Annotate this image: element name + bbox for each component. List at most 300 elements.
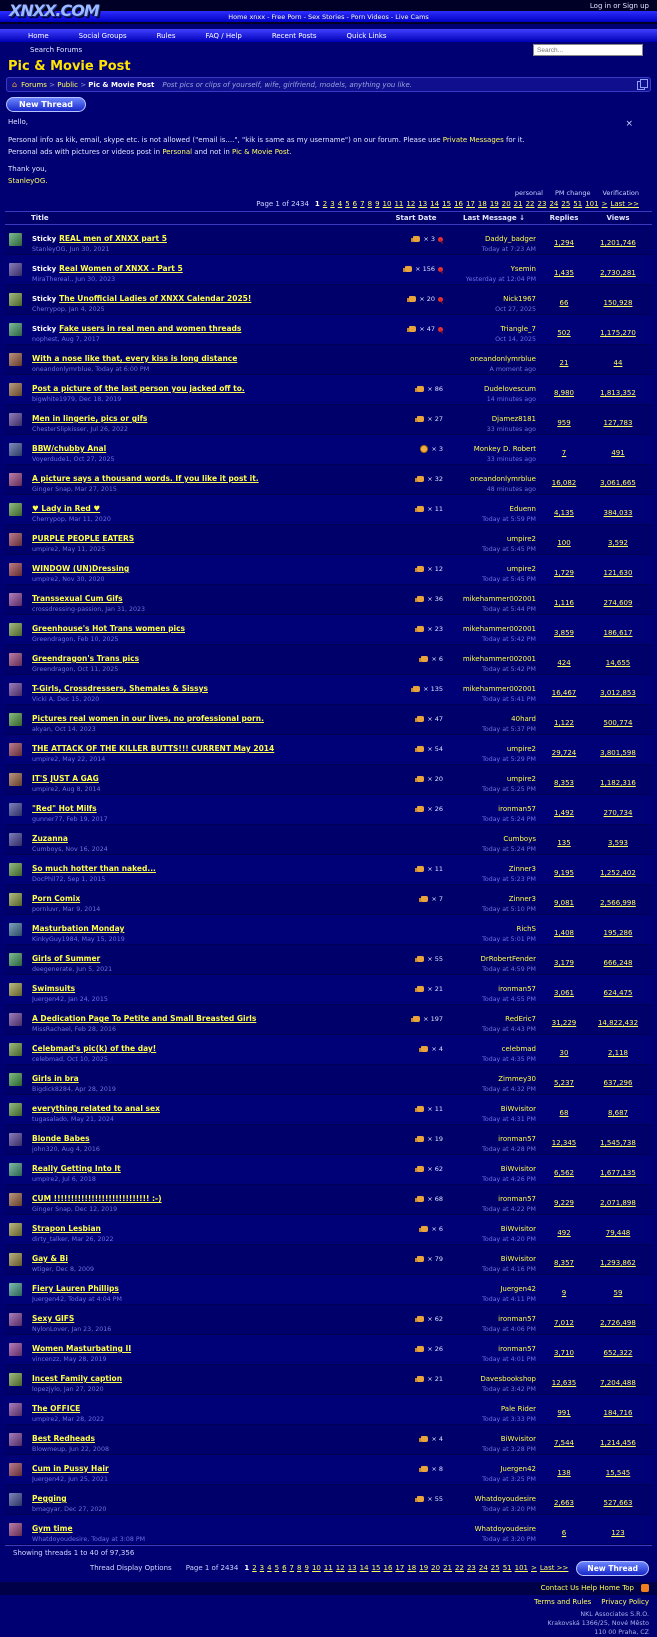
breadcrumb-link[interactable]: Public <box>57 80 78 89</box>
pagination-page-link[interactable]: 2 <box>322 199 328 208</box>
pagination-page-link[interactable]: 24 <box>478 1564 488 1573</box>
replies-count[interactable]: 959 <box>557 418 571 427</box>
nav-item-social-groups[interactable]: Social Groups <box>78 31 127 40</box>
replies-count[interactable]: 1,294 <box>553 238 575 247</box>
legal-link[interactable]: Privacy Policy <box>601 1597 649 1606</box>
last-message-user[interactable]: BiWvisitor <box>500 1164 536 1173</box>
pagination-page-link[interactable]: 9 <box>375 199 380 208</box>
thread-title-link[interactable]: Men in lingerie, pics or gifs <box>32 413 148 423</box>
thread-title-link[interactable]: Incest Family caption <box>32 1373 123 1383</box>
replies-count[interactable]: 31,229 <box>551 1018 577 1027</box>
avatar[interactable] <box>9 1283 22 1296</box>
thread-title-link[interactable]: Celebmad's pic(k) of the day! <box>32 1043 157 1053</box>
thread-title-link[interactable]: IT'S JUST A GAG <box>32 773 99 783</box>
views-count[interactable]: 2,071,898 <box>600 1198 636 1207</box>
avatar[interactable] <box>9 1193 22 1206</box>
avatar[interactable] <box>9 953 22 966</box>
views-count[interactable]: 624,475 <box>603 988 633 997</box>
replies-count[interactable]: 68 <box>559 1108 569 1117</box>
nav-item-recent-posts[interactable]: Recent Posts <box>271 31 317 40</box>
thread-title-link[interactable]: Best Redheads <box>32 1433 96 1443</box>
replies-count[interactable]: 16,082 <box>551 478 577 487</box>
last-message-user[interactable]: BiWvisitor <box>500 1254 536 1263</box>
pagination-page-link[interactable]: 15 <box>442 199 452 208</box>
replies-count[interactable]: 5,237 <box>553 1078 575 1087</box>
last-message-user[interactable]: Nick1967 <box>503 294 536 303</box>
last-message-user[interactable]: BiWvisitor <box>500 1224 536 1233</box>
views-count[interactable]: 195,286 <box>603 928 633 937</box>
avatar[interactable] <box>9 623 22 636</box>
views-count[interactable]: 1,545,738 <box>600 1138 636 1147</box>
pagination-page-link[interactable]: 18 <box>477 199 487 208</box>
pagination-page-link[interactable]: 2 <box>252 1564 257 1573</box>
nav-item-quick-links[interactable]: Quick Links <box>346 31 387 40</box>
views-count[interactable]: 59 <box>613 1288 623 1297</box>
replies-count[interactable]: 29,724 <box>551 748 577 757</box>
pagination-page-link[interactable]: 16 <box>383 1564 393 1573</box>
avatar[interactable] <box>9 1313 22 1326</box>
pagination-next-link[interactable]: > <box>531 1564 537 1573</box>
replies-count[interactable]: 66 <box>559 298 569 307</box>
pagination-page-link[interactable]: 19 <box>419 1564 429 1573</box>
last-message-user[interactable]: Dudelovescum <box>483 384 536 393</box>
thread-title-link[interactable]: Women Masturbating II <box>32 1343 132 1353</box>
column-views[interactable]: Views <box>606 213 630 222</box>
replies-count[interactable]: 7 <box>561 448 567 457</box>
last-message-user[interactable]: mikehammer002001 <box>462 654 536 663</box>
avatar[interactable] <box>9 683 22 696</box>
rss-icon[interactable] <box>641 1584 649 1592</box>
avatar[interactable] <box>9 263 22 276</box>
views-count[interactable]: 8,687 <box>607 1108 629 1117</box>
last-message-user[interactable]: celebmad <box>501 1044 536 1053</box>
thread-title-link[interactable]: Gay & Bi <box>32 1253 68 1263</box>
moderator-signature-link[interactable]: StanleyOG. <box>8 177 48 186</box>
pagination-page-link[interactable]: 6 <box>352 199 358 208</box>
views-count[interactable]: 1,677,135 <box>600 1168 636 1177</box>
pagination-page-link[interactable]: 101 <box>514 1564 528 1573</box>
pagination-page-link[interactable]: 101 <box>585 199 599 208</box>
replies-count[interactable]: 16,467 <box>551 688 577 697</box>
last-message-user[interactable]: Eduenn <box>509 504 536 513</box>
thread-title-link[interactable]: So much hotter than naked... <box>32 863 156 873</box>
views-count[interactable]: 150,928 <box>603 298 633 307</box>
thread-title-link[interactable]: A Dedication Page To Petite and Small Breasted Girls <box>32 1013 257 1023</box>
avatar[interactable] <box>9 563 22 576</box>
avatar[interactable] <box>9 293 22 306</box>
pagination-page-link[interactable]: 24 <box>549 199 559 208</box>
last-message-user[interactable]: umpire2 <box>506 744 536 753</box>
replies-count[interactable]: 1,116 <box>553 598 575 607</box>
last-message-user[interactable]: Davesbookshop <box>480 1374 536 1383</box>
replies-count[interactable]: 502 <box>557 328 571 337</box>
views-count[interactable]: 15,545 <box>605 1468 631 1477</box>
thread-title-link[interactable]: ♥ Lady in Red ♥ <box>32 503 101 513</box>
pagination-page-link[interactable]: 14 <box>359 1564 369 1573</box>
pagination-page-link[interactable]: 4 <box>337 199 343 208</box>
pagination-page-link[interactable]: 14 <box>430 199 440 208</box>
pagination-page-link[interactable]: 5 <box>345 199 350 208</box>
avatar[interactable] <box>9 983 22 996</box>
avatar[interactable] <box>9 1013 22 1026</box>
views-count[interactable]: 1,252,402 <box>600 868 636 877</box>
thread-title-link[interactable]: The OFFICE <box>32 1403 81 1413</box>
views-count[interactable]: 3,592 <box>607 538 629 547</box>
pagination-page-link[interactable]: 11 <box>323 1564 333 1573</box>
views-count[interactable]: 2,566,998 <box>600 898 636 907</box>
pagination-page-link[interactable]: 25 <box>561 199 571 208</box>
replies-count[interactable]: 9,195 <box>553 868 575 877</box>
legal-link[interactable]: Terms and Rules <box>534 1597 592 1606</box>
last-message-user[interactable]: RedEric7 <box>505 1014 536 1023</box>
avatar[interactable] <box>9 1523 22 1536</box>
toolbar-link[interactable]: Verification <box>602 188 639 197</box>
last-message-user[interactable]: 40hard <box>511 714 536 723</box>
avatar[interactable] <box>9 1223 22 1236</box>
views-count[interactable]: 14,822,432 <box>597 1018 639 1027</box>
replies-count[interactable]: 6 <box>561 1528 567 1537</box>
top-link[interactable]: Live Cams <box>395 12 429 21</box>
new-thread-button-bottom[interactable]: New Thread <box>576 1561 649 1576</box>
views-count[interactable]: 3,061,665 <box>600 478 636 487</box>
avatar[interactable] <box>9 503 22 516</box>
thread-title-link[interactable]: Sexy GIFS <box>32 1313 75 1323</box>
last-message-user[interactable]: mikehammer002001 <box>462 594 536 603</box>
avatar[interactable] <box>9 713 22 726</box>
thread-title-link[interactable]: Cum in Pussy Hair <box>32 1463 109 1473</box>
pages-icon[interactable] <box>637 81 645 90</box>
views-count[interactable]: 123 <box>611 1528 625 1537</box>
pagination-page-link[interactable]: 13 <box>347 1564 357 1573</box>
views-count[interactable]: 384,033 <box>603 508 633 517</box>
thread-title-link[interactable]: Blonde Babes <box>32 1133 90 1143</box>
avatar[interactable] <box>9 803 22 816</box>
thread-title-link[interactable]: Swimsuits <box>32 983 76 993</box>
pagination-page-link[interactable]: 22 <box>455 1564 464 1573</box>
footer-link[interactable]: Help <box>581 1584 598 1593</box>
column-replies[interactable]: Replies <box>549 213 579 222</box>
views-count[interactable]: 1,813,352 <box>600 388 636 397</box>
replies-count[interactable]: 2,663 <box>553 1498 575 1507</box>
avatar[interactable] <box>9 1373 22 1386</box>
pagination-page-link[interactable]: 17 <box>395 1564 405 1573</box>
pic-movie-post-link[interactable]: Pic & Movie Post <box>232 147 290 156</box>
last-message-user[interactable]: BiWvisitor <box>500 1434 536 1443</box>
pagination-page-link[interactable]: 51 <box>502 1564 512 1573</box>
avatar[interactable] <box>9 233 22 246</box>
pagination-page-link[interactable]: 8 <box>367 199 373 208</box>
avatar[interactable] <box>9 1463 22 1476</box>
last-message-user[interactable]: mikehammer002001 <box>462 684 536 693</box>
last-message-user[interactable]: mikehammer002001 <box>462 624 536 633</box>
toolbar-link[interactable]: personal <box>514 188 543 197</box>
site-logo[interactable]: XNXX.COM <box>9 1 99 20</box>
replies-count[interactable]: 8,353 <box>553 778 575 787</box>
avatar[interactable] <box>9 593 22 606</box>
pagination-page-link[interactable]: 6 <box>282 1564 287 1573</box>
thread-title-link[interactable]: Girls of Summer <box>32 953 101 963</box>
pagination-page-link[interactable]: 18 <box>407 1564 417 1573</box>
pagination-page-link[interactable]: 23 <box>466 1564 476 1573</box>
views-count[interactable]: 1,175,270 <box>600 328 636 337</box>
thread-title-link[interactable]: Really Getting Into It <box>32 1163 121 1173</box>
thread-title-link[interactable]: BBW/chubby Anal <box>32 443 107 453</box>
last-message-user[interactable]: DrRobertFender <box>480 954 536 963</box>
pagination-page-link[interactable]: 19 <box>489 199 499 208</box>
pagination-page-link[interactable]: 10 <box>311 1564 321 1573</box>
thread-title-link[interactable]: The Unofficial Ladies of XNXX Calendar 2025! <box>59 293 252 303</box>
thread-title-link[interactable]: Masturbation Monday <box>32 923 125 933</box>
avatar[interactable] <box>9 1253 22 1266</box>
avatar[interactable] <box>9 1103 22 1116</box>
last-message-user[interactable]: ironman57 <box>498 1344 536 1353</box>
avatar[interactable] <box>9 743 22 756</box>
pagination-last-link[interactable]: Last >> <box>610 199 639 208</box>
last-message-user[interactable]: Djamez8181 <box>491 414 536 423</box>
pagination-page-link[interactable]: 16 <box>454 199 463 208</box>
pagination-page-link[interactable]: 23 <box>537 199 547 208</box>
views-count[interactable]: 121,630 <box>603 568 633 577</box>
avatar[interactable] <box>9 533 22 546</box>
views-count[interactable]: 652,322 <box>603 1348 633 1357</box>
replies-count[interactable]: 135 <box>557 838 571 847</box>
replies-count[interactable]: 8,980 <box>553 388 575 397</box>
avatar[interactable] <box>9 923 22 936</box>
views-count[interactable]: 3,593 <box>607 838 629 847</box>
nav-item-rules[interactable]: Rules <box>156 31 176 40</box>
thread-title-link[interactable]: Girls in bra <box>32 1073 79 1083</box>
replies-count[interactable]: 12,635 <box>551 1378 577 1387</box>
pagination-page-link[interactable]: 51 <box>573 199 583 208</box>
thread-title-link[interactable]: With a nose like that, every kiss is long distance <box>32 353 238 363</box>
nav-item-faq-help[interactable]: FAQ / Help <box>205 31 242 40</box>
pagination-page-link[interactable]: 17 <box>465 199 475 208</box>
views-count[interactable]: 184,716 <box>603 1408 633 1417</box>
replies-count[interactable]: 3,859 <box>553 628 575 637</box>
thread-title-link[interactable]: CUM !!!!!!!!!!!!!!!!!!!!!!!!!!!! :-) <box>32 1193 162 1203</box>
pagination-page-link[interactable]: 10 <box>382 199 392 208</box>
thread-title-link[interactable]: Post a picture of the last person you jacked off to. <box>32 383 245 393</box>
top-link[interactable]: Home xnxx <box>228 12 266 21</box>
views-count[interactable]: 637,296 <box>603 1078 633 1087</box>
avatar[interactable] <box>9 1493 22 1506</box>
last-message-user[interactable]: umpire2 <box>506 774 536 783</box>
pagination-page-link[interactable]: 7 <box>289 1564 295 1573</box>
nav-item-home[interactable]: Home <box>28 31 49 40</box>
close-icon[interactable]: × <box>625 119 633 129</box>
private-messages-link[interactable]: Private Messages <box>442 135 504 144</box>
pagination-page-link[interactable]: 5 <box>274 1564 280 1573</box>
pagination-next-link[interactable]: > <box>601 199 608 208</box>
replies-count[interactable]: 21 <box>559 358 569 367</box>
search-input[interactable] <box>533 44 643 56</box>
replies-count[interactable]: 492 <box>557 1228 571 1237</box>
views-count[interactable]: 491 <box>611 448 625 457</box>
pagination-page-link[interactable]: 13 <box>418 199 428 208</box>
last-message-user[interactable]: Zimmey30 <box>498 1074 536 1083</box>
top-link[interactable]: Porn Videos <box>350 12 389 21</box>
replies-count[interactable]: 3,061 <box>553 988 575 997</box>
avatar[interactable] <box>9 323 22 336</box>
pagination-page-link[interactable]: 11 <box>394 199 404 208</box>
pagination-page-link[interactable]: 15 <box>371 1564 381 1573</box>
thread-title-link[interactable]: Porn Comix <box>32 893 81 903</box>
replies-count[interactable]: 1,122 <box>553 718 575 727</box>
thread-title-link[interactable]: A picture says a thousand words. If you like it post it. <box>32 473 259 483</box>
replies-count[interactable]: 9 <box>561 1288 567 1297</box>
thread-title-link[interactable]: "Red" Hot Milfs <box>32 803 97 813</box>
views-count[interactable]: 3,801,598 <box>600 748 636 757</box>
pagination-page-link[interactable]: 25 <box>490 1564 500 1573</box>
avatar[interactable] <box>9 1433 22 1446</box>
pagination-page-link[interactable]: 12 <box>335 1564 345 1573</box>
footer-link[interactable]: Top <box>622 1584 634 1593</box>
pagination-page-link[interactable]: 4 <box>267 1564 272 1573</box>
replies-count[interactable]: 100 <box>557 538 571 547</box>
avatar[interactable] <box>9 473 22 486</box>
replies-count[interactable]: 1,729 <box>553 568 575 577</box>
thread-title-link[interactable]: Greendragon's Trans pics <box>32 653 140 663</box>
last-message-user[interactable]: Daddy_badger <box>484 234 536 243</box>
last-message-user[interactable]: BiWvisitor <box>500 1104 536 1113</box>
footer-link[interactable]: Home <box>599 1584 620 1593</box>
thread-title-link[interactable]: PURPLE PEOPLE EATERS <box>32 533 135 543</box>
thread-title-link[interactable]: Greenhouse's Hot Trans women pics <box>32 623 185 633</box>
pagination-page-link[interactable]: 3 <box>330 199 335 208</box>
avatar[interactable] <box>9 653 22 666</box>
new-thread-button-top[interactable]: New Thread <box>6 97 86 112</box>
last-message-user[interactable]: ironman57 <box>498 804 536 813</box>
thread-title-link[interactable]: Zuzanna <box>32 833 68 843</box>
thread-title-link[interactable]: Pegging <box>32 1493 67 1503</box>
personal-forum-link[interactable]: Personal <box>162 147 193 156</box>
column-start-date[interactable]: Start Date <box>395 213 437 222</box>
views-count[interactable]: 14,655 <box>605 658 631 667</box>
views-count[interactable]: 527,663 <box>603 1498 633 1507</box>
views-count[interactable]: 274,609 <box>603 598 633 607</box>
pagination-page-link[interactable]: 9 <box>304 1564 309 1573</box>
thread-title-link[interactable]: Gym time <box>32 1523 73 1533</box>
avatar[interactable] <box>9 413 22 426</box>
last-message-user[interactable]: RichS <box>516 924 536 933</box>
avatar[interactable] <box>9 1163 22 1176</box>
pagination-page-link[interactable]: 8 <box>297 1564 302 1573</box>
last-message-user[interactable]: oneandonlymrblue <box>470 354 536 363</box>
views-count[interactable]: 666,248 <box>603 958 633 967</box>
views-count[interactable]: 500,774 <box>603 718 633 727</box>
last-message-user[interactable]: umpire2 <box>506 564 536 573</box>
column-title[interactable]: Title <box>31 213 49 222</box>
last-message-user[interactable]: ironman57 <box>498 1134 536 1143</box>
thread-title-link[interactable]: T-Girls, Crossdressers, Shemales & Sissys <box>32 683 208 693</box>
thread-title-link[interactable]: Fiery Lauren Phillips <box>32 1283 119 1293</box>
top-link[interactable]: Sex Stories <box>308 12 345 21</box>
last-message-user[interactable]: Monkey D. Robert <box>473 444 536 453</box>
avatar[interactable] <box>9 443 22 456</box>
replies-count[interactable]: 1,408 <box>553 928 575 937</box>
replies-count[interactable]: 1,492 <box>553 808 575 817</box>
pagination-page-link[interactable]: 22 <box>525 199 535 208</box>
views-count[interactable]: 1,293,862 <box>600 1258 636 1267</box>
top-link[interactable]: Free Porn <box>271 12 302 21</box>
avatar[interactable] <box>9 863 22 876</box>
thread-display-options[interactable]: Thread Display Options <box>89 1564 172 1573</box>
pagination-page-link[interactable]: 21 <box>513 199 523 208</box>
pagination-page-link[interactable]: 21 <box>443 1564 453 1573</box>
pagination-page-link[interactable]: 20 <box>431 1564 441 1573</box>
thread-title-link[interactable]: REAL men of XNXX part 5 <box>59 233 167 243</box>
last-message-user[interactable]: Juergen42 <box>500 1284 536 1293</box>
avatar[interactable] <box>9 1043 22 1056</box>
last-message-user[interactable]: ironman57 <box>498 984 536 993</box>
pagination-page-link[interactable]: 7 <box>360 199 365 208</box>
replies-count[interactable]: 9,081 <box>553 898 575 907</box>
replies-count[interactable]: 7,012 <box>553 1318 575 1327</box>
last-message-user[interactable]: Triangle_7 <box>500 324 536 333</box>
replies-count[interactable]: 1,435 <box>553 268 575 277</box>
views-count[interactable]: 2,118 <box>607 1048 629 1057</box>
pagination-last-link[interactable]: Last >> <box>539 1564 569 1573</box>
avatar[interactable] <box>9 773 22 786</box>
last-message-user[interactable]: umpire2 <box>506 534 536 543</box>
login-link[interactable]: Log in or Sign up <box>589 2 649 10</box>
replies-count[interactable]: 991 <box>557 1408 571 1417</box>
thread-title-link[interactable]: Transsexual Cum Gifs <box>32 593 123 603</box>
replies-count[interactable]: 8,357 <box>553 1258 575 1267</box>
footer-link[interactable]: Contact Us <box>540 1584 579 1593</box>
views-count[interactable]: 1,182,316 <box>600 778 636 787</box>
replies-count[interactable]: 4,135 <box>553 508 575 517</box>
avatar[interactable] <box>9 1403 22 1416</box>
thread-title-link[interactable]: Strapon Lesbian <box>32 1223 101 1233</box>
replies-count[interactable]: 3,710 <box>553 1348 575 1357</box>
thread-title-link[interactable]: Fake users in real men and women threads <box>59 323 242 333</box>
last-message-user[interactable]: ironman57 <box>498 1314 536 1323</box>
avatar[interactable] <box>9 893 22 906</box>
avatar[interactable] <box>9 1073 22 1086</box>
pagination-page-link[interactable]: 3 <box>259 1564 265 1573</box>
replies-count[interactable]: 9,229 <box>553 1198 575 1207</box>
column-last-message[interactable]: Last Message ↓ <box>463 213 525 222</box>
views-count[interactable]: 127,783 <box>603 418 633 427</box>
thread-title-link[interactable]: THE ATTACK OF THE KILLER BUTTS!!! CURRENT May 2014 <box>32 743 275 753</box>
replies-count[interactable]: 424 <box>557 658 571 667</box>
breadcrumb-link[interactable]: Forums <box>21 80 47 89</box>
views-count[interactable]: 2,726,498 <box>600 1318 636 1327</box>
last-message-user[interactable]: Whatdoyoudesire <box>474 1524 536 1533</box>
thread-title-link[interactable]: WINDOW (UN)Dressing <box>32 563 130 573</box>
last-message-user[interactable]: oneandonlymrblue <box>470 474 536 483</box>
last-message-user[interactable]: Zinner3 <box>508 864 536 873</box>
views-count[interactable]: 1,201,746 <box>600 238 636 247</box>
pagination-page-link[interactable]: 12 <box>406 199 416 208</box>
last-message-user[interactable]: Pale Rider <box>500 1404 536 1413</box>
replies-count[interactable]: 12,345 <box>551 1138 577 1147</box>
search-forums-link[interactable]: Search Forums <box>30 45 83 54</box>
last-message-user[interactable]: ironman57 <box>498 1194 536 1203</box>
views-count[interactable]: 79,448 <box>605 1228 631 1237</box>
views-count[interactable]: 7,204,488 <box>600 1378 636 1387</box>
last-message-user[interactable]: Whatdoyoudesire <box>474 1494 536 1503</box>
replies-count[interactable]: 6,562 <box>553 1168 575 1177</box>
thread-title-link[interactable]: Real Women of XNXX - Part 5 <box>59 263 183 273</box>
thread-title-link[interactable]: everything related to anal sex <box>32 1103 160 1113</box>
replies-count[interactable]: 30 <box>559 1048 569 1057</box>
last-message-user[interactable]: Zinner3 <box>508 894 536 903</box>
pagination-page-link[interactable]: 20 <box>501 199 511 208</box>
toolbar-link[interactable]: PM change <box>554 188 591 197</box>
replies-count[interactable]: 138 <box>557 1468 571 1477</box>
